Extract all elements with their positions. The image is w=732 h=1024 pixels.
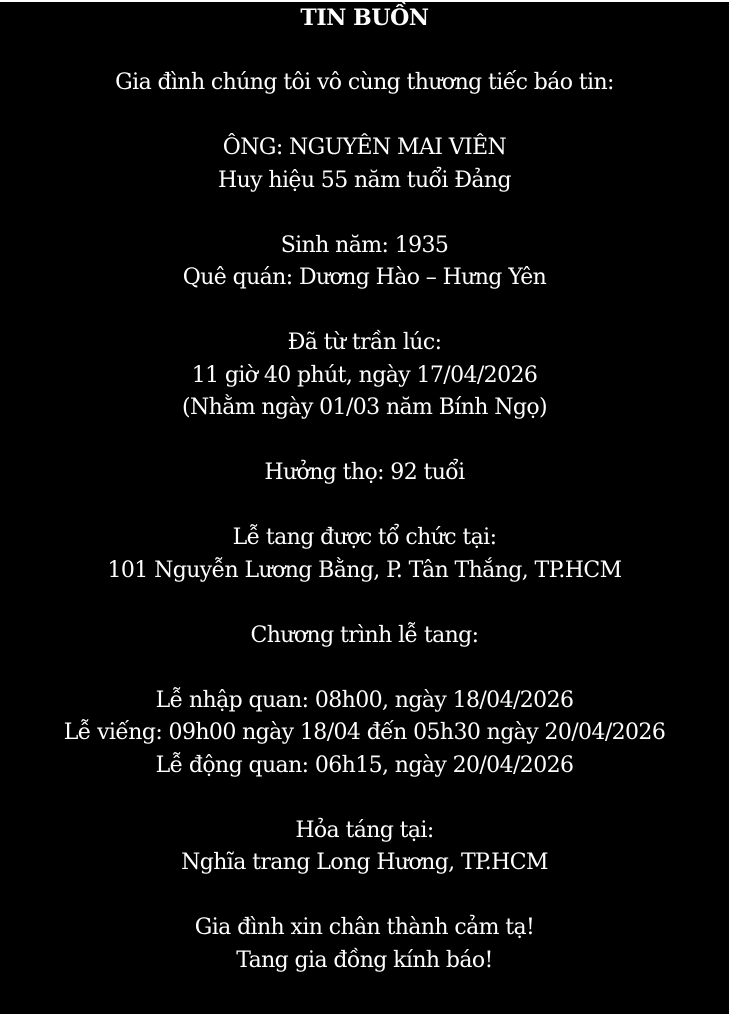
spacer xyxy=(0,880,729,913)
spacer xyxy=(0,197,729,230)
hometown: Quê quán: Dương Hào – Hưng Yên xyxy=(182,265,547,290)
obituary-notice xyxy=(0,2,729,1014)
spacer xyxy=(0,587,729,620)
spacer xyxy=(0,782,729,815)
cremation-place: Nghĩa trang Long Hương, TP.HCM xyxy=(181,850,548,875)
notice-intro: Gia đình chúng tôi vô cùng thương tiếc báo tin: xyxy=(115,70,614,95)
closing-line: Tang gia đồng kính báo! xyxy=(236,947,493,973)
birth-year: Sinh năm: 1935 xyxy=(280,232,449,258)
program-encoffin: Lễ nhập quan: 08h00, ngày 18/04/2026 xyxy=(155,687,574,713)
spacer xyxy=(0,490,729,523)
spacer xyxy=(0,35,729,68)
death-lunar-date: (Nhằm ngày 01/03 năm Bính Ngọ) xyxy=(182,395,547,420)
thanks-line: Gia đình xin chân thành cảm tạ! xyxy=(194,915,535,940)
program-visit: Lễ viếng: 09h00 ngày 18/04 đến 05h30 ngày 20/04/2026 xyxy=(63,720,666,745)
death-heading: Đã từ trần lúc: xyxy=(287,330,442,355)
program-heading: Chương trình lễ tang: xyxy=(250,622,479,648)
spacer xyxy=(0,425,729,458)
funeral-heading: Lễ tang được tổ chức tại: xyxy=(232,525,497,550)
spacer xyxy=(0,295,729,328)
funeral-address: 101 Nguyễn Lương Bằng, P. Tân Thắng, TP.HCM xyxy=(107,557,622,583)
notice-title: TIN BUỒN xyxy=(300,5,429,31)
program-departure: Lễ động quan: 06h15, ngày 20/04/2026 xyxy=(155,752,574,778)
age: Hưởng thọ: 92 tuổi xyxy=(264,460,465,485)
cremation-heading: Hỏa táng tại: xyxy=(295,817,434,843)
spacer xyxy=(0,652,729,685)
spacer xyxy=(0,100,729,133)
death-time: 11 giờ 40 phút, ngày 17/04/2026 xyxy=(191,362,538,388)
party-badge: Huy hiệu 55 năm tuổi Đảng xyxy=(218,167,511,193)
deceased-name: ÔNG: NGUYÊN MAI VIÊN xyxy=(222,135,507,160)
